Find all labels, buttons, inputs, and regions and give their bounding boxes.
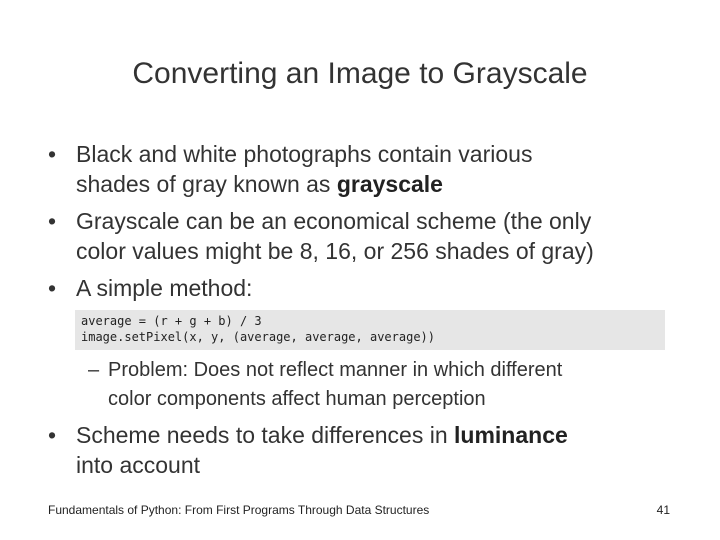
sub-bullet-line: color components affect human perception xyxy=(108,388,486,410)
bullet-line: A simple method: xyxy=(76,275,253,301)
bullet-line: into account xyxy=(76,452,201,478)
bullet-item xyxy=(48,273,688,303)
bullet-marker: • xyxy=(48,275,57,301)
bullet-text xyxy=(76,139,532,199)
bullet-item xyxy=(48,206,688,266)
bullet-text-segment: Scheme needs to take differences in xyxy=(76,422,455,448)
bullet-text-segment: shades of gray known as xyxy=(76,171,337,197)
sub-bullet-line: Problem: Does not reflect manner in which different xyxy=(108,359,563,381)
bullet-line: Grayscale can be an economical scheme (the only xyxy=(76,208,592,234)
sub-bullet-marker: – xyxy=(88,359,100,381)
bullet-line: color values might be 8, 16, or 256 shades of gray) xyxy=(76,238,594,264)
bullet-text xyxy=(76,420,568,480)
bullet-marker: • xyxy=(48,141,57,167)
code-line: image.setPixel(x, y, (average, average, average)) xyxy=(81,330,436,344)
code-line: average = (r + g + b) / 3 xyxy=(81,314,262,328)
bold-term-luminance: luminance xyxy=(454,422,568,448)
page-number: 41 xyxy=(656,503,670,517)
sub-bullet-text xyxy=(108,356,562,414)
bullet-item xyxy=(48,139,688,199)
bullet-marker: • xyxy=(48,208,57,234)
bullet-text xyxy=(76,206,594,266)
slide-title: Converting an Image to Grayscale xyxy=(132,57,588,90)
bold-term-grayscale: grayscale xyxy=(336,171,443,197)
footer-text: Fundamentals of Python: From First Programs Through Data Structures xyxy=(48,503,430,517)
bullet-line xyxy=(76,169,532,199)
code-snippet xyxy=(75,310,665,350)
bullet-item xyxy=(48,420,688,480)
bullet-text xyxy=(76,273,252,303)
bullet-line xyxy=(76,420,568,450)
bullet-line: Black and white photographs contain various xyxy=(76,141,533,167)
sub-bullet-item xyxy=(88,356,688,416)
bullet-marker: • xyxy=(48,422,57,448)
